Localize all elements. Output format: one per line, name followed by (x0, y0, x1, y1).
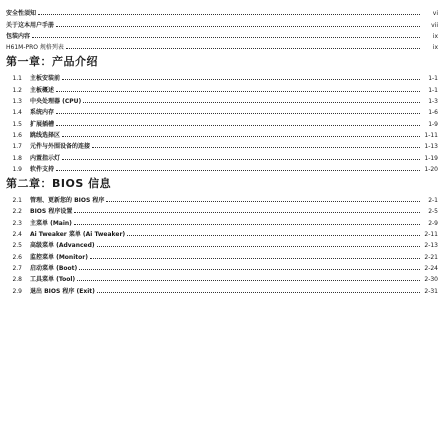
toc-entry[interactable] (6, 162, 438, 173)
toc-entry-page: 1-3 (428, 98, 438, 106)
dot-leader (74, 223, 420, 225)
toc-entry[interactable] (6, 204, 438, 215)
toc-entry[interactable] (6, 150, 438, 161)
toc-entry[interactable] (6, 193, 438, 204)
toc-entry[interactable] (6, 272, 438, 283)
section-number: 1.5 (12, 120, 22, 128)
toc-entry-title: 中央处理器 (CPU) (30, 98, 82, 106)
toc-entry-title: 扩展插槽 (30, 120, 55, 128)
toc-entry-page: 2-9 (428, 219, 438, 227)
toc-entry-page: 2-5 (428, 208, 438, 216)
front-matter-list (6, 6, 438, 51)
toc-entry[interactable] (6, 238, 438, 249)
dot-leader (127, 234, 420, 236)
dot-leader (92, 146, 420, 148)
chapter-heading: 第二章：BIOS 信息 (6, 176, 112, 190)
section-number: 2.4 (12, 231, 22, 239)
toc-entry-page: 1-13 (424, 143, 438, 151)
toc-entry-page: 1-6 (428, 109, 438, 117)
toc-entry[interactable] (6, 283, 438, 294)
section-number: 1.6 (12, 131, 22, 139)
toc-entry[interactable] (6, 40, 438, 51)
toc-entry-title: BIOS 程序设置 (30, 208, 73, 216)
dot-leader (38, 13, 420, 15)
toc-entry-page: 2-11 (424, 231, 438, 239)
dot-leader (56, 90, 420, 92)
dot-leader (106, 200, 420, 202)
toc-entry-page: 1-19 (424, 154, 438, 162)
dot-leader (97, 291, 420, 293)
toc-entry[interactable] (6, 116, 438, 127)
dot-leader (66, 47, 420, 49)
toc-entry[interactable] (6, 261, 438, 272)
dot-leader (97, 245, 420, 247)
section-number: 2.8 (12, 276, 22, 284)
dot-leader (62, 135, 420, 137)
toc-entry-title: Ai Tweaker 菜单 (Ai Tweaker) (30, 231, 126, 239)
chapter-section-list (6, 193, 438, 295)
toc-entry-page: ix (432, 44, 438, 52)
toc-entry[interactable] (6, 249, 438, 260)
toc-entry[interactable] (6, 6, 438, 17)
toc-entry-page: 2-31 (424, 287, 438, 295)
section-number: 2.1 (12, 197, 22, 205)
toc-entry[interactable] (6, 82, 438, 93)
toc-entry-page: vi (432, 10, 438, 18)
section-number: 2.3 (12, 219, 22, 227)
toc-entry-page: 1-11 (424, 131, 438, 139)
toc-entry[interactable] (6, 227, 438, 238)
toc-entry-page: 2-13 (424, 242, 438, 250)
toc-entry-title: 安全性須知 (6, 10, 37, 18)
section-number: 1.3 (12, 98, 22, 106)
toc-entry-page: 1-1 (428, 75, 438, 83)
dot-leader (74, 211, 420, 213)
toc-entry-title: 跳线选择区 (30, 131, 61, 139)
toc-entry-title: 主板概述 (30, 86, 55, 94)
toc-entry-title: 关于这本用户手册 (6, 21, 55, 29)
dot-leader (79, 268, 420, 270)
toc-entry-title: 主菜单 (Main) (30, 219, 72, 227)
toc-entry-title: 启动菜单 (Boot) (30, 264, 78, 272)
toc-entry-title: 系统内存 (30, 109, 55, 117)
dot-leader (62, 158, 420, 160)
dot-leader (83, 101, 420, 103)
dot-leader (90, 257, 420, 259)
toc-entry[interactable] (6, 94, 438, 105)
dot-leader (56, 112, 420, 114)
dot-leader (32, 36, 420, 38)
section-number: 1.9 (12, 165, 22, 173)
toc-entry-title: 退出 BIOS 程序 (Exit) (30, 287, 95, 295)
toc-entry[interactable] (6, 17, 438, 28)
dot-leader (56, 25, 420, 27)
section-number: 1.1 (12, 75, 22, 83)
toc-entry-page: 2-21 (424, 253, 438, 261)
table-of-contents (6, 6, 438, 295)
toc-entry-page: 2-30 (424, 276, 438, 284)
toc-entry[interactable] (6, 128, 438, 139)
section-number: 1.7 (12, 143, 22, 151)
toc-entry-title: 监控菜单 (Monitor) (30, 253, 88, 261)
toc-entry-page: ix (432, 32, 438, 40)
toc-entry[interactable] (6, 139, 438, 150)
toc-entry-title: H61M-PRO 规格列表 (6, 44, 64, 52)
toc-entry-title: 元件与外围设备的连接 (30, 143, 91, 151)
section-number: 2.7 (12, 264, 22, 272)
toc-entry-title: 管理、更新您的 BIOS 程序 (30, 197, 105, 205)
toc-entry-page: 1-1 (428, 86, 438, 94)
section-number: 1.8 (12, 154, 22, 162)
chapter-heading: 第一章：产品介绍 (6, 55, 98, 69)
section-number: 2.6 (12, 253, 22, 261)
dot-leader (62, 78, 420, 80)
toc-entry-page: 1-20 (424, 165, 438, 173)
toc-entry-title: 工具菜单 (Tool) (30, 276, 76, 284)
toc-entry-title: 包装内容 (6, 32, 31, 40)
toc-entry[interactable] (6, 105, 438, 116)
toc-entry-page: 2-1 (428, 197, 438, 205)
toc-entry[interactable] (6, 71, 438, 82)
section-number: 1.2 (12, 86, 22, 94)
chapter-section-list (6, 71, 438, 173)
section-number: 2.5 (12, 242, 22, 250)
toc-entry-page: 1-9 (428, 120, 438, 128)
toc-entry-title: 内置指示灯 (30, 154, 61, 162)
toc-entry-title: 软件支持 (30, 165, 55, 173)
toc-entry[interactable] (6, 215, 438, 226)
dot-leader (77, 279, 420, 281)
dot-leader (56, 124, 420, 126)
section-number: 2.9 (12, 287, 22, 295)
section-number: 2.2 (12, 208, 22, 216)
toc-entry-page: 2-24 (424, 264, 438, 272)
toc-entry-page: vii (431, 21, 438, 29)
section-number: 1.4 (12, 109, 22, 117)
toc-entry[interactable] (6, 29, 438, 40)
toc-entry-title: 高级菜单 (Advanced) (30, 242, 95, 250)
toc-entry-title: 主板安装前 (30, 75, 61, 83)
dot-leader (56, 169, 420, 171)
